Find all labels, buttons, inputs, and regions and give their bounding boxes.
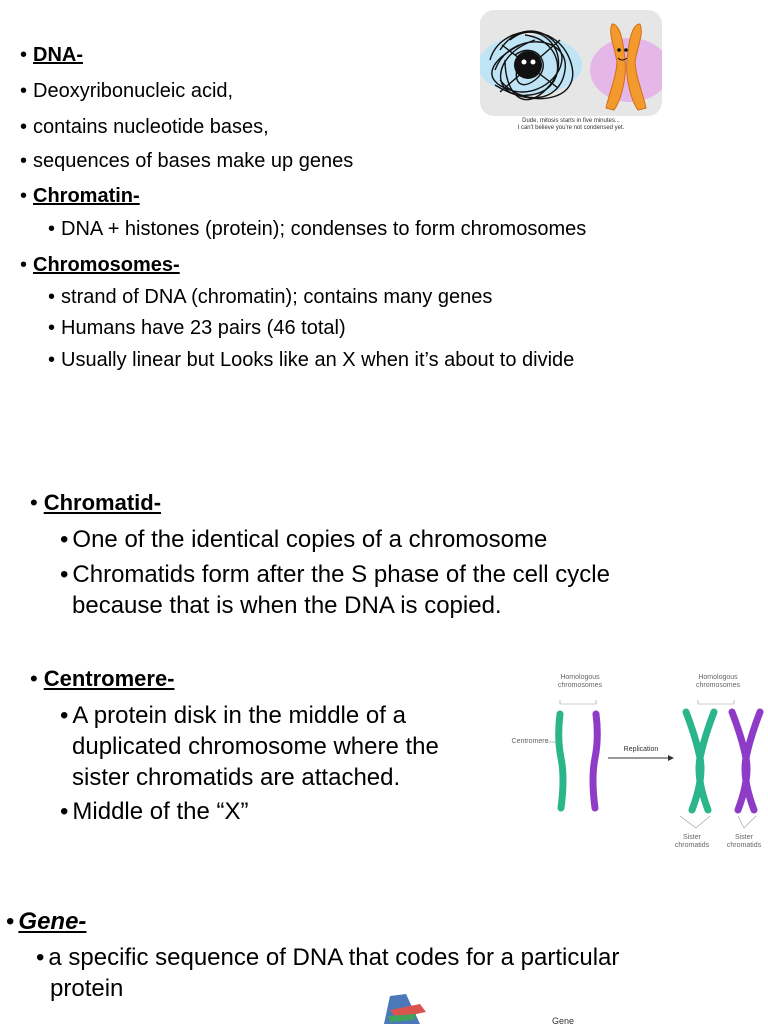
chromatid-sub: Chromatids form after the S phase of the cell cycle [72, 561, 610, 588]
gene-heading: Gene- [18, 908, 87, 935]
chromatin-heading-line: • Chromatin- [20, 185, 140, 207]
list-item: • Usually linear but Looks like an X when it’s about to divide [48, 349, 575, 371]
chromosomes-heading-line: • Chromosomes- [20, 254, 180, 276]
list-item-continued [72, 764, 400, 792]
chromatid-heading-line: • Chromatid- [30, 490, 162, 515]
replication-label: Replication [623, 746, 659, 753]
chromatid-sub-cont: because that is when the DNA is copied. [72, 592, 502, 619]
gene-heading-line: • Gene- [6, 908, 87, 935]
centromere-label: Centromere [511, 738, 549, 745]
sister-chromatids-right: Sister chromatids [726, 834, 762, 849]
dna-item: contains nucleotide bases, [33, 116, 269, 138]
centromere-sub-cont: sister chromatids are attached. [72, 764, 401, 791]
list-item: • strand of DNA (chromatin); contains many genes [48, 286, 493, 308]
cartoon-caption: Dude, mitosis starts in five minutes... I can't believe you're not condensed yet. [517, 118, 625, 131]
list-item: • One of the identical copies of a chromosome [60, 526, 548, 553]
list-item-continued [72, 592, 502, 620]
chromatin-sub: DNA + histones (protein); condenses to form chromosomes [61, 218, 587, 240]
sister-chromatids-left: Sister chromatids [674, 834, 710, 849]
bullet: • [20, 44, 28, 66]
list-item: • Humans have 23 pairs (46 total) [48, 317, 346, 339]
replication-diagram [510, 668, 765, 858]
dna-item: sequences of bases make up genes [33, 150, 354, 172]
centromere-sub: Middle of the “X” [72, 798, 249, 825]
list-item: • a specific sequence of DNA that codes for a particular [36, 944, 620, 971]
dna-heading-line [20, 44, 83, 67]
gene-figure-label: Gene [552, 1016, 575, 1024]
dna-heading: DNA- [33, 44, 84, 66]
list-item: • DNA + histones (protein); condenses to form chromosomes [48, 218, 587, 240]
dna-item: Deoxyribonucleic acid, [33, 80, 234, 102]
centromere-heading-line: • Centromere- [30, 666, 175, 691]
centromere-sub: A protein disk in the middle of a [72, 702, 406, 729]
homologous-label-left: Homologous chromosomes [558, 674, 602, 689]
chromatid-sub: One of the identical copies of a chromosome [72, 526, 548, 553]
gene-sub-cont: protein [50, 975, 124, 1002]
list-item: • A protein disk in the middle of a [60, 702, 406, 729]
list-item: • sequences of bases make up genes [20, 150, 354, 172]
list-item-continued [50, 975, 123, 1003]
list-item: • Deoxyribonucleic acid, [20, 80, 234, 102]
chromosomes-sub: Usually linear but Looks like an X when it’s about to divide [61, 349, 575, 371]
centromere-sub-cont: duplicated chromosome where the [72, 733, 439, 760]
list-item: • Middle of the “X” [60, 798, 249, 825]
list-item: • Chromatids form after the S phase of the cell cycle [60, 561, 610, 588]
chromosomes-sub: Humans have 23 pairs (46 total) [61, 317, 346, 339]
chromosomes-heading: Chromosomes- [33, 254, 180, 276]
centromere-heading: Centromere- [43, 666, 175, 691]
list-item: • contains nucleotide bases, [20, 116, 269, 138]
chromatin-cartoon [480, 10, 662, 132]
chromatid-heading: Chromatid- [43, 490, 162, 515]
chromosomes-sub: strand of DNA (chromatin); contains many genes [61, 286, 493, 308]
chromatin-heading: Chromatin- [33, 185, 140, 207]
gene-sub: a specific sequence of DNA that codes for a particular [48, 944, 620, 971]
gene-figure [380, 990, 600, 1024]
list-item-continued [72, 733, 439, 761]
homologous-label-right: Homologous chromosomes [696, 674, 740, 689]
